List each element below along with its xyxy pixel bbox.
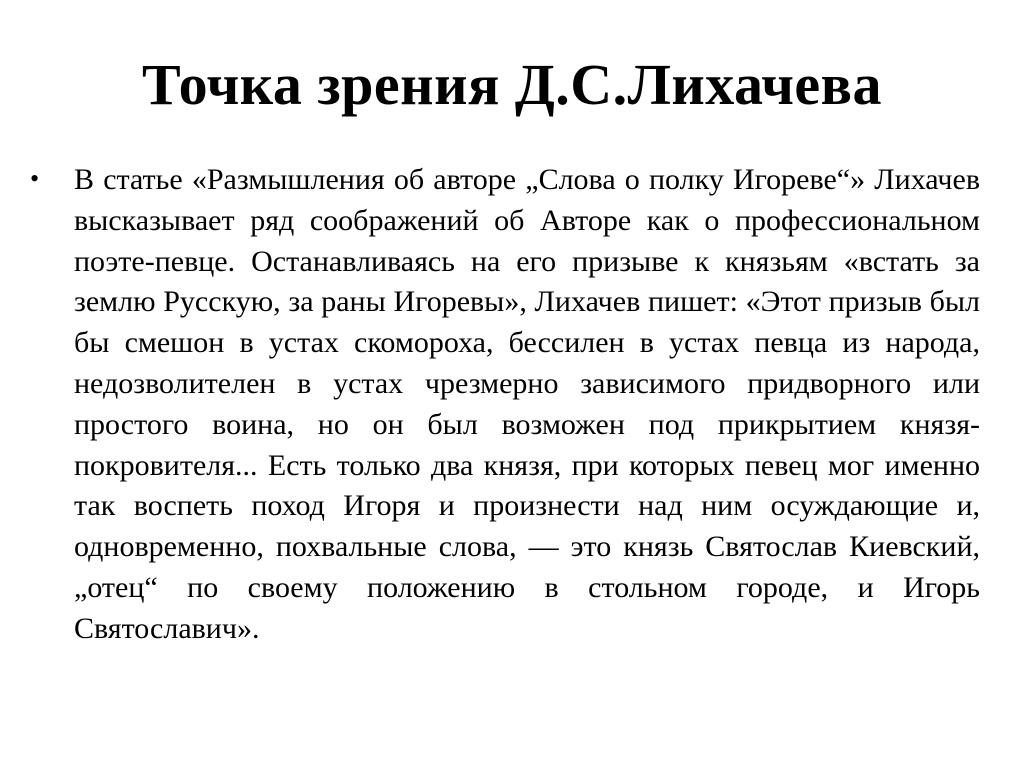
bullet-text: В статье «Размышления об авторе „Слова о полку Игореве“» Лихачев высказывает ряд соображений об Авторе как о профессиональном поэте-певце. Останавливаясь на его призыве к князьям «встать за землю Русскую, за раны Игоревы», Лихачев пишет: «Этот призыв был бы смешон в устах скомороха, бессилен в устах певца из народа, недозволителен в устах чрезмерно зависимого придворного или простого воина, но он был возможен под прикрытием князя-покровителя... Есть только два князя, при которых певец мог именно так воспеть поход Игоря и произнести над ним осуждающие и, одновременно, похвальные слова, — это князь Святослав Киевский, „отец“ по своему положению в стольном городе, и Игорь Святославич». xyxy=(74,163,980,645)
slide-title: Точка зрения Д.С.Лихачева xyxy=(142,52,882,117)
bullet-list xyxy=(30,160,980,650)
bullet-item xyxy=(30,160,980,650)
bullet-icon: • xyxy=(30,164,40,193)
